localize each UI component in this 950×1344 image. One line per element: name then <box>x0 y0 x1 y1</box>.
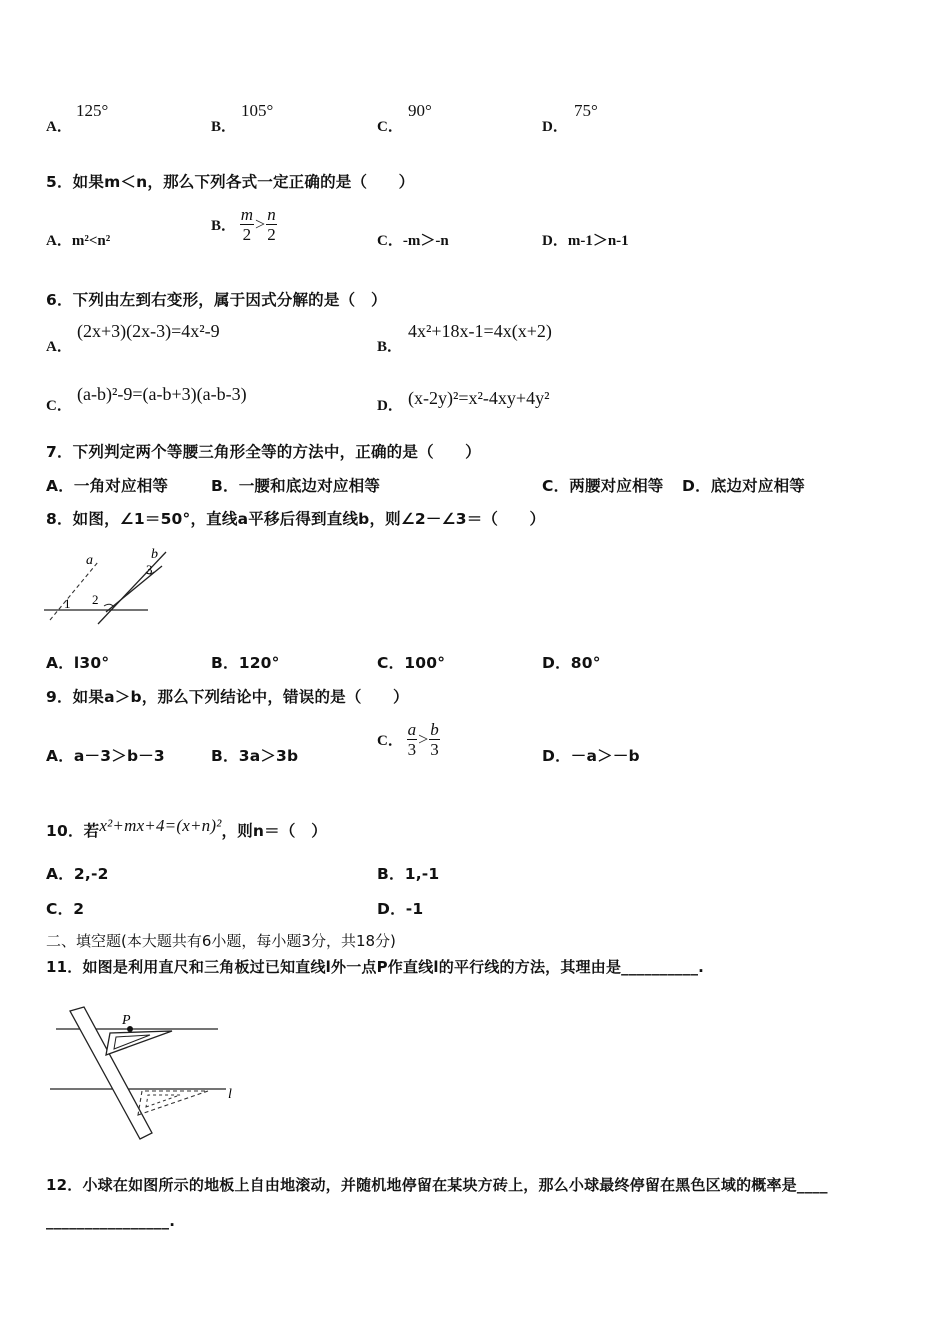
q5-fraction-n-2: $\frac{n}{2}$ <box>267 205 276 244</box>
q4-option-d-label: D． <box>542 119 568 135</box>
q11-ruler-triangle-figure <box>48 1005 243 1145</box>
q7-option-c: C．两腰对应相等 <box>542 477 664 495</box>
q8-line-a-dashed <box>50 562 98 620</box>
q9-option-a: A．a－3＞b－3 <box>46 747 165 765</box>
q9-stem: 9．如果a＞b，那么下列结论中，错误的是（ ） <box>46 688 409 706</box>
q10-stem <box>46 816 327 841</box>
q6-option-b-math: 4x²+18x-1=4x(x+2) <box>408 321 552 341</box>
q6-option-d-math: (x-2y)²=x²-4xy+4y² <box>408 388 550 408</box>
q4-option-b-value: 105° <box>241 101 274 120</box>
q8-option-a: A．l30° <box>46 654 110 672</box>
q7-stem: 7．下列判定两个等腰三角形全等的方法中，正确的是（ ） <box>46 443 481 461</box>
q4-option-a-label: A． <box>46 119 72 135</box>
q6-stem: 6．下列由左到右变形，属于因式分解的是（ ） <box>46 291 387 309</box>
q11-label-l: l <box>228 1087 232 1102</box>
q5-option-c-label: C． <box>377 233 403 249</box>
q4-option-c-label: C． <box>377 119 403 135</box>
q10-prefix: 10．若 <box>46 822 100 840</box>
q5-fraction-m-2: $\frac{m}{2}$ <box>240 205 254 244</box>
q5-option-c <box>377 229 449 250</box>
q10-option-b: B．1,-1 <box>377 865 440 883</box>
q11-ruler <box>70 1007 152 1139</box>
q12-line-1: 12．小球在如图所示的地板上自由地滚动，并随机地停留在某块方砖上，那么小球最终停留在黑色区域的概率是____ <box>46 1176 828 1194</box>
q5-option-b-label: B． <box>211 218 237 234</box>
q5-option-c-text: -m＞-n <box>402 233 449 249</box>
q5-option-d <box>542 229 629 250</box>
q6-option-c-math: (a-b)²-9=(a-b+3)(a-b-3) <box>77 384 247 404</box>
q9-option-c-label: C． <box>377 733 403 749</box>
section-2-heading: 二、填空题(本大题共有6小题，每小题3分，共18分) <box>46 932 396 950</box>
q7-option-b: B．一腰和底边对应相等 <box>211 477 381 495</box>
q5-option-b <box>211 205 277 244</box>
q9-option-c <box>377 720 440 759</box>
q5-stem: 5．如果m＜n，那么下列各式一定正确的是（ ） <box>46 173 415 191</box>
q11-triangle-dashed-inner <box>146 1095 180 1107</box>
q5-option-a <box>46 229 110 250</box>
q7-option-d: D．底边对应相等 <box>682 477 805 495</box>
q7-option-a: A．一角对应相等 <box>46 477 169 495</box>
q4-option-a-value: 125° <box>76 101 109 120</box>
q8-stem: 8．如图，∠1＝50°，直线a平移后得到直线b，则∠2－∠3＝（ ） <box>46 510 546 528</box>
q6-option-b-label: B． <box>377 339 403 355</box>
q6-option-d-label: D． <box>377 398 403 414</box>
q9-option-d: D．－a＞－b <box>542 747 640 765</box>
q5-option-d-text: m-1＞n-1 <box>567 233 629 249</box>
q10-option-a: A．2,-2 <box>46 865 109 883</box>
q5-option-a-text: m²<n² <box>71 233 111 249</box>
q6-option-c-label: C． <box>46 398 72 414</box>
q4-option-d-value: 75° <box>574 101 598 120</box>
q5-option-a-label: A． <box>46 233 72 249</box>
q9-fraction-b-3: $\frac{b}{3}$ <box>430 720 439 759</box>
q8-option-c: C．100° <box>377 654 446 672</box>
q9-fraction-a-3: $\frac{a}{3}$ <box>407 720 417 759</box>
q8-label-3: 3 <box>146 562 153 577</box>
q10-option-c: C．2 <box>46 900 85 918</box>
q10-option-d: D．-1 <box>377 900 424 918</box>
q6-option-a-math: (2x+3)(2x-3)=4x²-9 <box>77 321 220 341</box>
q10-suffix: ，则n＝（ ） <box>221 822 327 840</box>
q8-line-b <box>98 552 166 624</box>
q8-option-d: D．80° <box>542 654 601 672</box>
q12-line-2: ________________. <box>46 1212 176 1230</box>
q8-label-2: 2 <box>92 592 99 607</box>
q8-parallel-lines-figure <box>40 540 170 632</box>
q6-option-a-label: A． <box>46 339 72 355</box>
q8-label-a: a <box>86 553 93 568</box>
q11-triangle-upper <box>106 1031 172 1055</box>
q11-stem: 11．如图是利用直尺和三角板过已知直线l外一点P作直线l的平行线的方法，其理由是__________. <box>46 958 705 976</box>
q9-greater-sign: > <box>418 729 429 749</box>
q4-option-c-value: 90° <box>408 101 432 120</box>
q10-equation: x²+mx+4=(x+n)² <box>99 816 222 835</box>
q4-option-b-label: B． <box>211 119 237 135</box>
q8-label-b: b <box>151 547 158 562</box>
q5-greater-sign: > <box>255 214 266 234</box>
q9-option-b: B．3a＞3b <box>211 747 299 765</box>
q8-label-1: 1 <box>64 596 71 611</box>
q11-label-p: P <box>122 1013 131 1028</box>
q8-option-b: B．120° <box>211 654 280 672</box>
q5-option-d-label: D． <box>542 233 568 249</box>
